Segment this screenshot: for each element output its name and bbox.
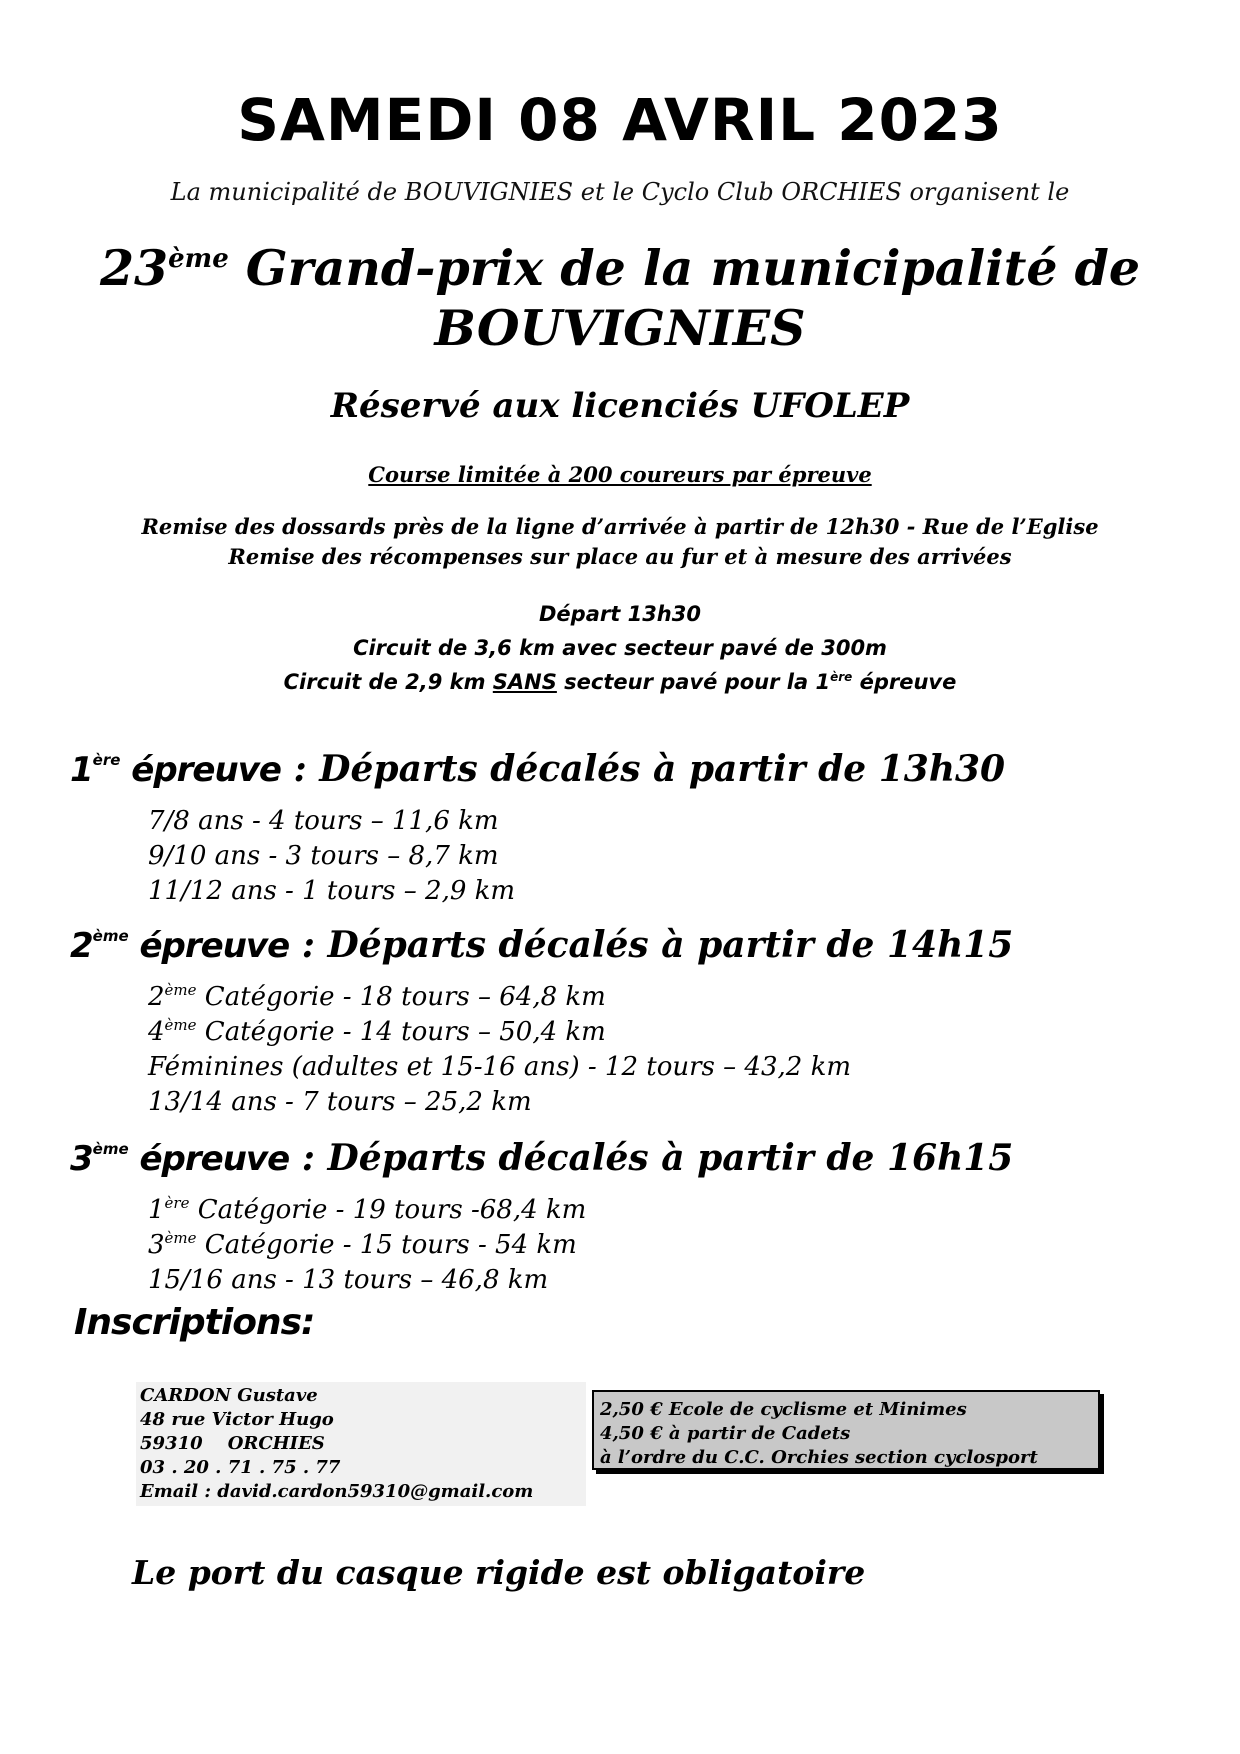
contact-name: CARDON Gustave (140, 1385, 318, 1406)
stage-2-heading (70, 924, 1013, 966)
race-line-text: 15/16 ans - 13 tours – 46,8 km (148, 1265, 549, 1295)
circuit-2-part-c: secteur pavé pour la 1 (556, 670, 831, 694)
race-line (148, 1017, 606, 1047)
stage-3-number: 3 (70, 1139, 93, 1179)
stage-1-label (70, 750, 281, 790)
fee-line-2: 4,50 € à partir de Cadets (600, 1423, 851, 1444)
stage-2-start-info: : Départs décalés à partir de 14h15 (289, 924, 1014, 966)
stage-3-ordinal: ème (92, 1140, 129, 1158)
race-line (148, 876, 515, 906)
contact-phone: 03 . 20 . 71 . 75 . 77 (140, 1457, 341, 1478)
inscriptions-heading: Inscriptions: (74, 1302, 315, 1343)
stage-3-label (70, 1139, 289, 1179)
race-line-text: Catégorie - 14 tours – 50,4 km (196, 1017, 606, 1047)
race-line (148, 1087, 532, 1117)
race-category-number: 3 (148, 1230, 165, 1260)
race-line-text: 7/8 ans - 4 tours – 11,6 km (148, 806, 499, 836)
race-category-ordinal: ème (164, 1016, 197, 1034)
race-line (148, 1230, 577, 1260)
contact-city: 59310 ORCHIES (140, 1433, 325, 1454)
circuit-2-part-d: épreuve (852, 670, 957, 694)
race-line (148, 841, 499, 871)
stage-3-word: épreuve (128, 1139, 290, 1179)
organizers-line: La municipalité de BOUVIGNIES et le Cyclo Club ORCHIES organisent le (170, 178, 1070, 206)
race-category-ordinal: ère (164, 1194, 190, 1212)
race-category-ordinal: ème (164, 1229, 197, 1247)
reserved-notice: Réservé aux licenciés UFOLEP (330, 386, 910, 426)
race-line-text: Catégorie - 19 tours -68,4 km (189, 1195, 587, 1225)
stage-1-word: épreuve (120, 750, 281, 790)
race-line-text: 13/14 ans - 7 tours – 25,2 km (148, 1087, 532, 1117)
race-line-text: Catégorie - 18 tours – 64,8 km (196, 982, 606, 1012)
race-line-text: Catégorie - 15 tours - 54 km (196, 1230, 577, 1260)
race-line-text: 9/10 ans - 3 tours – 8,7 km (148, 841, 499, 871)
race-line (148, 1052, 851, 1082)
race-category-ordinal: ème (164, 981, 197, 999)
stage-1-number: 1 (70, 750, 93, 790)
helmet-notice: Le port du casque rigide est obligatoire (132, 1553, 866, 1592)
circuit-no-cobbles (0, 670, 1240, 694)
stage-2-label (70, 926, 289, 966)
race-line (148, 1195, 586, 1225)
awards-info: Remise des récompenses sur place au fur et à mesure des arrivées (228, 544, 1012, 569)
title-number: 23 (99, 239, 169, 297)
stage-1-start-info: : Départs décalés à partir de 13h30 (280, 748, 1006, 790)
race-line (148, 982, 606, 1012)
event-date: SAMEDI 08 AVRIL 2023 (237, 86, 1003, 154)
race-line-text: 11/12 ans - 1 tours – 2,9 km (148, 876, 516, 906)
title-ordinal: ème (168, 244, 229, 274)
title-line-1-text: Grand-prix de la municipalité de (228, 239, 1141, 297)
stage-1-heading (70, 748, 1005, 790)
circuit-2-sans: SANS (492, 670, 557, 694)
contact-street: 48 rue Victor Hugo (140, 1409, 334, 1430)
fees-box (592, 1390, 1100, 1470)
circuit-2-ordinal: ère (830, 670, 853, 684)
title-line-1 (0, 238, 1240, 298)
circuit-cobbled: Circuit de 3,6 km avec secteur pavé de 300m (353, 636, 887, 660)
race-category-number: 2 (148, 982, 165, 1012)
bib-collection-info: Remise des dossards près de la ligne d’arrivée à partir de 12h30 - Rue de l’Eglise (141, 514, 1099, 539)
race-line-text: Féminines (adultes et 15-16 ans) - 12 tours – 43,2 km (148, 1052, 851, 1082)
stage-1-ordinal: ère (92, 751, 121, 769)
stage-2-word: épreuve (128, 926, 290, 966)
stage-3-heading (70, 1137, 1013, 1179)
race-category-number: 1 (148, 1195, 165, 1225)
circuit-2-part-a: Circuit de 2,9 km (283, 670, 493, 694)
stage-2-number: 2 (70, 926, 93, 966)
contact-block (136, 1382, 586, 1506)
grand-prix-title (0, 238, 1240, 358)
stage-2-ordinal: ème (92, 927, 129, 945)
fee-line-3: à l’ordre du C.C. Orchies section cyclosport (600, 1447, 1038, 1468)
race-category-number: 4 (148, 1017, 165, 1047)
fee-line-1: 2,50 € Ecole de cyclisme et Minimes (600, 1399, 967, 1420)
start-time: Départ 13h30 (539, 602, 701, 626)
stage-3-start-info: : Départs décalés à partir de 16h15 (289, 1137, 1014, 1179)
rider-limit-notice: Course limitée à 200 coureurs par épreuve (368, 462, 872, 487)
contact-email: Email : david.cardon59310@gmail.com (140, 1481, 534, 1502)
race-line (148, 806, 499, 836)
title-line-2: BOUVIGNIES (434, 299, 806, 357)
race-line (148, 1265, 548, 1295)
